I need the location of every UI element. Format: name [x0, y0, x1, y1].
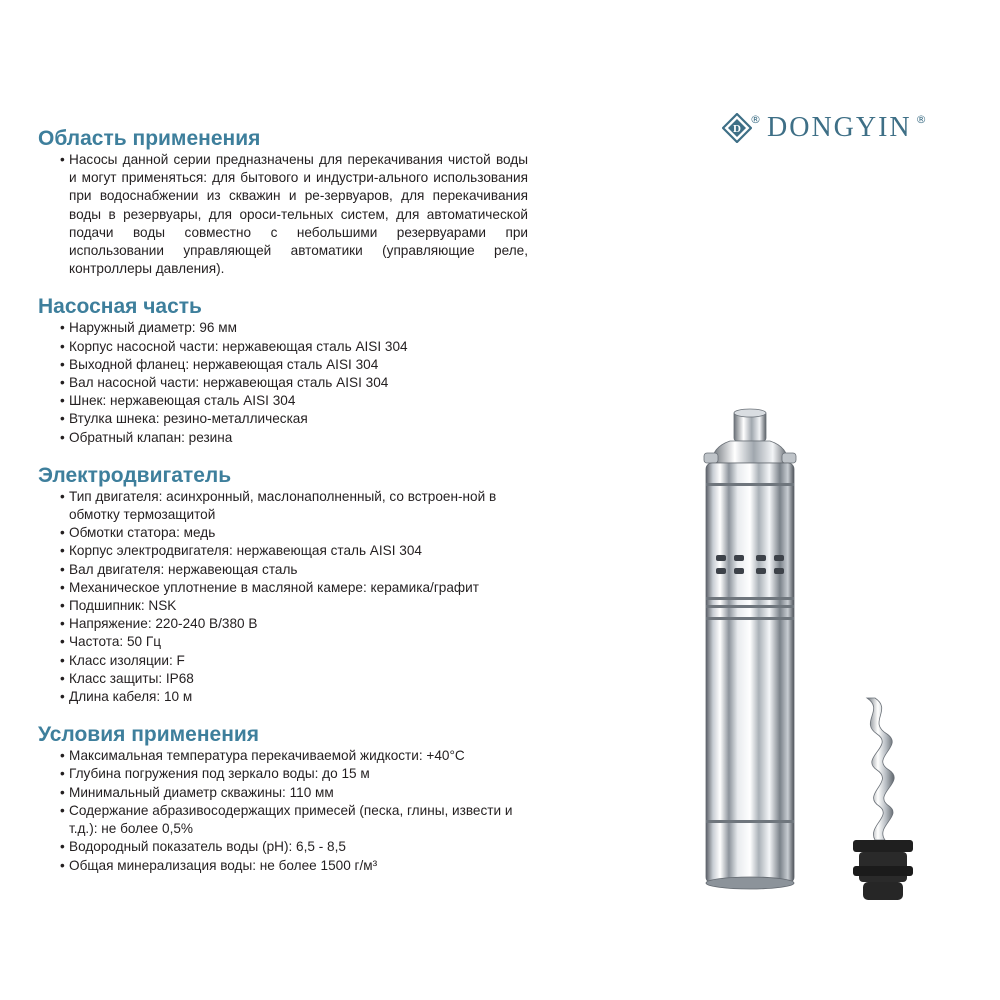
list-item: • Шнек: нержавеющая сталь AISI 304 [38, 392, 528, 410]
section-application-area [38, 126, 528, 278]
pump-image [690, 405, 810, 905]
registered-mark: ® [750, 112, 761, 126]
auger-image [845, 690, 920, 910]
list-item: • Обратный клапан: резина [38, 429, 528, 447]
list-item: • Частота: 50 Гц [38, 633, 528, 651]
list-item: • Втулка шнека: резино-металлическая [38, 410, 528, 428]
list-item: • Длина кабеля: 10 м [38, 688, 528, 706]
section-title: Область применения [38, 127, 261, 150]
list-item: • Напряжение: 220-240 В/380 В [38, 615, 528, 633]
list-item: • Водородный показатель воды (рН): 6,5 - 8,5 [38, 838, 528, 856]
list-item: • Обмотки статора: медь [38, 524, 528, 542]
list-item: • Корпус электродвигателя: нержавеющая сталь AISI 304 [38, 542, 528, 560]
brand-logo [722, 108, 927, 148]
svg-text:D: D [733, 123, 741, 135]
section-electric-motor [38, 463, 528, 706]
list-item: • Класс защиты: IP68 [38, 670, 528, 688]
list-item: • Класс изоляции: F [38, 652, 528, 670]
list-item: • Вал насосной части: нержавеющая сталь AISI 304 [38, 374, 528, 392]
list-item: • Общая минерализация воды: не более 1500 г/м³ [38, 857, 528, 875]
spec-list [38, 488, 528, 706]
list-item: • Глубина погружения под зеркало воды: до 15 м [38, 765, 528, 783]
registered-mark: ® [915, 112, 927, 126]
section-title: Насосная часть [38, 295, 202, 319]
spec-list [38, 319, 528, 446]
diamond-d-logo-icon [722, 113, 752, 143]
list-item: • Механическое уплотнение в масляной камере: керамика/графит [38, 579, 528, 597]
list-item: • Максимальная температура перекачиваемой жидкости: +40°С [38, 747, 528, 765]
list-item: • Вал двигателя: нержавеющая сталь [38, 561, 528, 579]
spec-list [38, 747, 528, 874]
list-item: • Выходной фланец: нержавеющая сталь AISI 304 [38, 356, 528, 374]
list-item: • Тип двигателя: асинхронный, маслонаполненный, со встроен-ной в обмотку термозащитой [38, 488, 528, 524]
section-title: Условия применения [38, 723, 260, 747]
list-item: • Содержание абразивосодержащих примесей (песка, глины, извести и т.д.): не более 0,5% [38, 802, 528, 838]
list-item: • Подшипник: NSK [38, 597, 528, 615]
list-item: • Минимальный диаметр скважины: 110 мм [38, 784, 528, 802]
list-item: • Корпус насосной части: нержавеющая сталь AISI 304 [38, 338, 528, 356]
spec-list [38, 151, 528, 278]
section-pump-part [38, 294, 528, 446]
list-item: • Насосы данной серии предназначены для перекачивания чистой воды и могут применяться: для бытового и индустри-ального использования при водоснабжении из скважин и ре-зервуаров, для перекачивания воды в резервуары, для ороси-тельных систем, для автоматической подачи воды совместно с небольшими резервуарами при использовании управляющей автоматики (управляющие реле, контроллеры давления). [38, 151, 528, 278]
brand-name: DONGYIN [767, 112, 912, 143]
section-operating-conditions [38, 722, 528, 874]
section-title: Электродвигатель [38, 463, 232, 487]
list-item: • Наружный диаметр: 96 мм [38, 319, 528, 337]
spec-content [38, 126, 528, 875]
